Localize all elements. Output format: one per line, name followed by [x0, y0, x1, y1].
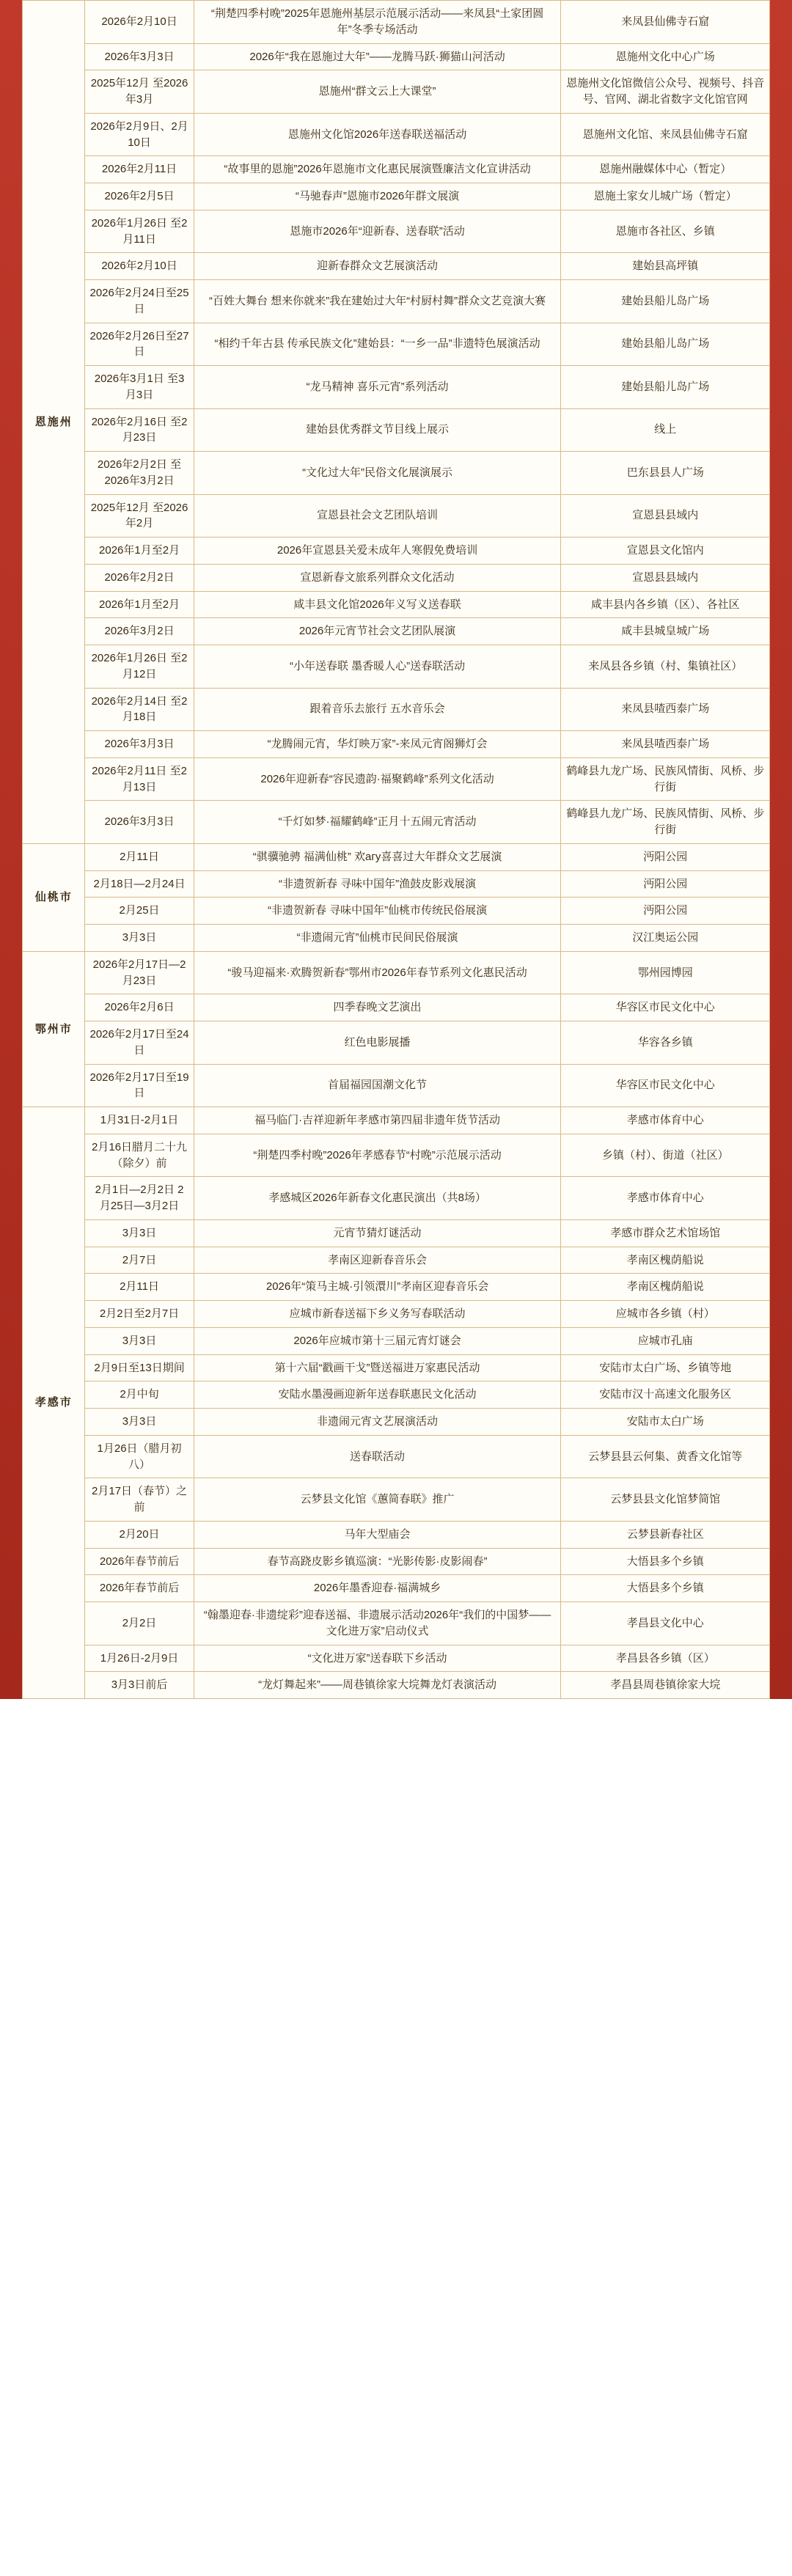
date-cell: 2026年2月2日 至2026年3月2日	[85, 452, 194, 495]
place-cell: 宣恩县县域内	[561, 564, 770, 591]
date-cell: 1月31日-2月1日	[85, 1107, 194, 1134]
place-cell: 安陆市汉十高速文化服务区	[561, 1381, 770, 1409]
date-cell: 3月3日	[85, 925, 194, 952]
place-cell: 线上	[561, 408, 770, 452]
place-cell: 恩施土家女儿城广场（暂定）	[561, 183, 770, 210]
table-row	[23, 564, 770, 591]
table-row	[23, 1, 770, 44]
place-cell: 建始县高坪镇	[561, 253, 770, 280]
table-row	[23, 323, 770, 366]
left-decorative-band	[0, 0, 22, 1699]
place-cell: 孝感市体育中心	[561, 1177, 770, 1220]
region-cell: 恩施州	[23, 1, 85, 844]
date-cell: 2月中旬	[85, 1381, 194, 1409]
date-cell: 2月9日至13日期间	[85, 1354, 194, 1381]
date-cell: 2026年2月11日	[85, 156, 194, 183]
date-cell: 2026年3月3日	[85, 43, 194, 70]
activity-cell: 跟着音乐去旅行 五水音乐会	[194, 688, 561, 731]
activity-cell: 孝感城区2026年新春文化惠民演出（共8场）	[194, 1177, 561, 1220]
place-cell: 云梦县新春社区	[561, 1521, 770, 1548]
place-cell: 华容区市民文化中心	[561, 1064, 770, 1107]
table-row	[23, 688, 770, 731]
date-cell: 1月26日-2月9日	[85, 1645, 194, 1672]
place-cell: 安陆市太白广场、乡镇等地	[561, 1354, 770, 1381]
activity-cell: “非遗贺新春 寻味中国年”渔鼓皮影戏展演	[194, 870, 561, 898]
activity-cell: 2026年迎新春“容民遗韵·福聚鹤峰”系列文化活动	[194, 757, 561, 801]
date-cell: 2月1日—2月2日 2月25日—3月2日	[85, 1177, 194, 1220]
date-cell: 2026年1月26日 至2月12日	[85, 645, 194, 689]
table-row	[23, 1064, 770, 1107]
date-cell: 2026年2月5日	[85, 183, 194, 210]
place-cell: 汉江奥运公园	[561, 925, 770, 952]
place-cell: 华容区市民文化中心	[561, 994, 770, 1021]
place-cell: 咸丰县内各乡镇（区）、各社区	[561, 591, 770, 618]
activity-cell: 春节高跷皮影乡镇巡演：“光影传影·皮影闹春”	[194, 1548, 561, 1575]
activity-cell: 马年大型庙会	[194, 1521, 561, 1548]
table-row	[23, 618, 770, 645]
place-cell: 恩施州文化馆微信公众号、视频号、抖音号、官网、湖北省数字文化馆官网	[561, 70, 770, 114]
activity-cell: 孝南区迎新春音乐会	[194, 1247, 561, 1274]
activity-cell: 元宵节猜灯谜活动	[194, 1219, 561, 1247]
date-cell: 3月3日	[85, 1327, 194, 1354]
table-row	[23, 1381, 770, 1409]
table-row	[23, 870, 770, 898]
table-row	[23, 843, 770, 870]
table-row	[23, 1672, 770, 1699]
activity-cell: 建始县优秀群文节目线上展示	[194, 408, 561, 452]
table-row	[23, 1177, 770, 1220]
date-cell: 2月17日（春节）之前	[85, 1478, 194, 1522]
activity-cell: “百姓大舞台 想来你就来”我在建始过大年“村厨村舞”群众文艺竞演大赛	[194, 280, 561, 323]
table-row	[23, 1409, 770, 1436]
activity-cell: 红色电影展播	[194, 1021, 561, 1065]
table-row	[23, 951, 770, 994]
table-row	[23, 452, 770, 495]
date-cell: 2025年12月 至2026年2月	[85, 494, 194, 537]
table-row	[23, 113, 770, 156]
date-cell: 2026年2月10日	[85, 1, 194, 44]
table-row	[23, 994, 770, 1021]
place-cell: 孝昌县周巷镇徐家大垸	[561, 1672, 770, 1699]
activity-cell: 恩施州文化馆2026年送春联送福活动	[194, 113, 561, 156]
activity-cell: 应城市新春送福下乡义务写春联活动	[194, 1301, 561, 1328]
table-row	[23, 1521, 770, 1548]
table-row	[23, 1021, 770, 1065]
activity-cell: 2026年宣恩县关爱未成年人寒假免费培训	[194, 537, 561, 565]
place-cell: 大悟县多个乡镇	[561, 1575, 770, 1602]
right-decorative-band	[770, 0, 792, 1699]
date-cell: 2025年12月 至2026年3月	[85, 70, 194, 114]
date-cell: 2026年2月9日、2月10日	[85, 113, 194, 156]
date-cell: 2026年2月11日 至2月13日	[85, 757, 194, 801]
place-cell: 来凤县仙佛寺石窟	[561, 1, 770, 44]
date-cell: 2026年春节前后	[85, 1575, 194, 1602]
activity-cell: “小年送春联 墨香暖人心”送春联活动	[194, 645, 561, 689]
date-cell: 2026年1月26日 至2月11日	[85, 210, 194, 253]
activity-cell: “非遗闹元宵”仙桃市民间民俗展演	[194, 925, 561, 952]
activity-cell: “翰墨迎春·非遗绽彩”迎春送福、非遗展示活动2026年“我们的中国梦——文化进万家”启动仪式	[194, 1602, 561, 1645]
table-row	[23, 43, 770, 70]
table-row	[23, 70, 770, 114]
activity-cell: 第十六届“戳画干戈”暨送福进万家惠民活动	[194, 1354, 561, 1381]
date-cell: 2月11日	[85, 843, 194, 870]
date-cell: 2026年2月24日至25日	[85, 280, 194, 323]
region-cell: 鄂州市	[23, 951, 85, 1107]
place-cell: 鹤峰县九龙广场、民族风情街、风桥、步行街	[561, 801, 770, 844]
table-row	[23, 1602, 770, 1645]
place-cell: 恩施州融媒体中心（暂定）	[561, 156, 770, 183]
place-cell: 大悟县多个乡镇	[561, 1548, 770, 1575]
table-row	[23, 1548, 770, 1575]
activity-cell: “龙马精神 喜乐元宵”系列活动	[194, 366, 561, 409]
date-cell: 2026年春节前后	[85, 1548, 194, 1575]
place-cell: 咸丰县城皇城广场	[561, 618, 770, 645]
activity-cell: “千灯如梦·福耀鹤峰”正月十五闹元宵活动	[194, 801, 561, 844]
table-row	[23, 591, 770, 618]
activity-cell: 2026年“策马主城·引领澴川”孝南区迎春音乐会	[194, 1274, 561, 1301]
place-cell: 沔阳公园	[561, 843, 770, 870]
table-row	[23, 1645, 770, 1672]
activity-cell: 恩施市2026年“迎新春、送春联”活动	[194, 210, 561, 253]
date-cell: 3月3日	[85, 1219, 194, 1247]
date-cell: 2026年2月10日	[85, 253, 194, 280]
place-cell: 孝感市群众艺术馆场馆	[561, 1219, 770, 1247]
place-cell: 沔阳公园	[561, 870, 770, 898]
place-cell: 宣恩县文化馆内	[561, 537, 770, 565]
place-cell: 云梦县县云何集、黄香文化馆等	[561, 1435, 770, 1478]
date-cell: 2026年2月2日	[85, 564, 194, 591]
date-cell: 2026年3月3日	[85, 801, 194, 844]
activity-cell: “荆楚四季村晚”2025年恩施州基层示范展示活动——来凤县“土家团圆年”冬季专场活动	[194, 1, 561, 44]
activity-cell: “非遗贺新春 寻味中国年”仙桃市传统民俗展演	[194, 898, 561, 925]
date-cell: 1月26日（腊月初八）	[85, 1435, 194, 1478]
place-cell: 孝昌县文化中心	[561, 1602, 770, 1645]
table-row	[23, 408, 770, 452]
activity-cell: 非遗闹元宵文艺展演活动	[194, 1409, 561, 1436]
activity-cell: 恩施州“群文云上大课堂”	[194, 70, 561, 114]
date-cell: 2026年3月2日	[85, 618, 194, 645]
table-row	[23, 1478, 770, 1522]
activity-cell: “龙灯舞起来”——周巷镇徐家大垸舞龙灯表演活动	[194, 1672, 561, 1699]
date-cell: 2026年2月14日 至2月18日	[85, 688, 194, 731]
place-cell: 孝昌县各乡镇（区）	[561, 1645, 770, 1672]
table-row	[23, 537, 770, 565]
activity-cell: “文化过大年”民俗文化展演展示	[194, 452, 561, 495]
activity-cell: “龙腾闹元宵，华灯映万家”-来凤元宵阁狮灯会	[194, 731, 561, 758]
place-cell: 华容各乡镇	[561, 1021, 770, 1065]
place-cell: 应城市孔庙	[561, 1327, 770, 1354]
place-cell: 建始县船儿岛广场	[561, 323, 770, 366]
place-cell: 建始县船儿岛广场	[561, 366, 770, 409]
place-cell: 安陆市太白广场	[561, 1409, 770, 1436]
table-row	[23, 757, 770, 801]
place-cell: 应城市各乡镇（村）	[561, 1301, 770, 1328]
place-cell: 孝感市体育中心	[561, 1107, 770, 1134]
place-cell: 宣恩县县域内	[561, 494, 770, 537]
table-row	[23, 1107, 770, 1134]
date-cell: 2026年3月3日	[85, 731, 194, 758]
place-cell: 建始县船儿岛广场	[561, 280, 770, 323]
date-cell: 3月3日前后	[85, 1672, 194, 1699]
date-cell: 2月11日	[85, 1274, 194, 1301]
date-cell: 2026年2月26日至27日	[85, 323, 194, 366]
activity-cell: 咸丰县文化馆2026年义写义送春联	[194, 591, 561, 618]
table-row	[23, 280, 770, 323]
table-row	[23, 898, 770, 925]
date-cell: 2026年2月17日至24日	[85, 1021, 194, 1065]
date-cell: 2026年1月至2月	[85, 537, 194, 565]
activity-cell: 福马临门·吉祥迎新年孝感市第四届非遗年货节活动	[194, 1107, 561, 1134]
activity-cell: 宣恩县社会文艺团队培训	[194, 494, 561, 537]
table-row	[23, 210, 770, 253]
activity-cell: 四季春晚文艺演出	[194, 994, 561, 1021]
table-row	[23, 731, 770, 758]
place-cell: 恩施市各社区、乡镇	[561, 210, 770, 253]
place-cell: 乡镇（村）、街道（社区）	[561, 1134, 770, 1177]
activity-cell: 安陆水墨漫画迎新年送春联惠民文化活动	[194, 1381, 561, 1409]
activity-cell: 送春联活动	[194, 1435, 561, 1478]
place-cell: 来凤县各乡镇（村、集镇社区）	[561, 645, 770, 689]
table-row	[23, 1327, 770, 1354]
date-cell: 2月18日—2月24日	[85, 870, 194, 898]
region-cell: 仙桃市	[23, 843, 85, 951]
place-cell: 沔阳公园	[561, 898, 770, 925]
table-row	[23, 253, 770, 280]
activity-cell: “荆楚四季村晚”2026年孝感春节“村晚”示范展示活动	[194, 1134, 561, 1177]
table-row	[23, 1301, 770, 1328]
table-row	[23, 925, 770, 952]
date-cell: 2026年2月16日 至2月23日	[85, 408, 194, 452]
table-row	[23, 1274, 770, 1301]
activity-cell: “故事里的恩施”2026年恩施市文化惠民展演暨廉洁文化宣讲活动	[194, 156, 561, 183]
activity-cell: “文化进万家”送春联下乡活动	[194, 1645, 561, 1672]
activity-cell: 2026年元宵节社会文艺团队展演	[194, 618, 561, 645]
table-row	[23, 1354, 770, 1381]
date-cell: 2月7日	[85, 1247, 194, 1274]
place-cell: 云梦县县文化馆梦简馆	[561, 1478, 770, 1522]
date-cell: 2026年2月17日至19日	[85, 1064, 194, 1107]
place-cell: 鄂州园博园	[561, 951, 770, 994]
activity-cell: “相约千年古县 传承民族文化”建始县：“一乡一品”非遗特色展演活动	[194, 323, 561, 366]
place-cell: 来凤县喳西泰广场	[561, 688, 770, 731]
date-cell: 2月2日至2月7日	[85, 1301, 194, 1328]
table-row	[23, 801, 770, 844]
place-cell: 恩施州文化中心广场	[561, 43, 770, 70]
table-container	[22, 0, 770, 1699]
place-cell: 来凤县喳西泰广场	[561, 731, 770, 758]
activity-cell: 2026年应城市第十三届元宵灯谜会	[194, 1327, 561, 1354]
place-cell: 孝南区槐荫船说	[561, 1274, 770, 1301]
activity-cell: 迎新春群众文艺展演活动	[194, 253, 561, 280]
table-row	[23, 183, 770, 210]
activity-cell: 云梦县文化馆《蕙简春联》推广	[194, 1478, 561, 1522]
table-row	[23, 1219, 770, 1247]
activity-cell: “骐骥驰骋 福满仙桃” 欢агу喜喜过大年群众文艺展演	[194, 843, 561, 870]
schedule-table	[22, 0, 770, 1699]
table-row	[23, 1247, 770, 1274]
date-cell: 2月2日	[85, 1602, 194, 1645]
activity-cell: 宣恩新春文旅系列群众文化活动	[194, 564, 561, 591]
date-cell: 2月16日腊月二十九（除夕）前	[85, 1134, 194, 1177]
date-cell: 2月20日	[85, 1521, 194, 1548]
activity-cell: “马驰春声”恩施市2026年群文展演	[194, 183, 561, 210]
table-row	[23, 1575, 770, 1602]
place-cell: 鹤峰县九龙广场、民族风情街、风桥、步行街	[561, 757, 770, 801]
place-cell: 孝南区槐荫船说	[561, 1247, 770, 1274]
table-row	[23, 494, 770, 537]
table-row	[23, 156, 770, 183]
date-cell: 2026年1月至2月	[85, 591, 194, 618]
activity-cell: “骏马迎福来·欢腾贺新春”鄂州市2026年春节系列文化惠民活动	[194, 951, 561, 994]
date-cell: 2026年3月1日 至3月3日	[85, 366, 194, 409]
region-cell: 孝感市	[23, 1107, 85, 1699]
table-row	[23, 1134, 770, 1177]
table-row	[23, 645, 770, 689]
place-cell: 巴东县县人广场	[561, 452, 770, 495]
date-cell: 3月3日	[85, 1409, 194, 1436]
activity-cell: 2026年墨香迎春·福满城乡	[194, 1575, 561, 1602]
place-cell: 恩施州文化馆、来凤县仙佛寺石窟	[561, 113, 770, 156]
table-row	[23, 366, 770, 409]
date-cell: 2026年2月17日—2月23日	[85, 951, 194, 994]
date-cell: 2月25日	[85, 898, 194, 925]
activity-cell: 2026年“我在恩施过大年”——龙腾马跃·狮猫山河活动	[194, 43, 561, 70]
table-row	[23, 1435, 770, 1478]
date-cell: 2026年2月6日	[85, 994, 194, 1021]
activity-cell: 首届福园国潮文化节	[194, 1064, 561, 1107]
